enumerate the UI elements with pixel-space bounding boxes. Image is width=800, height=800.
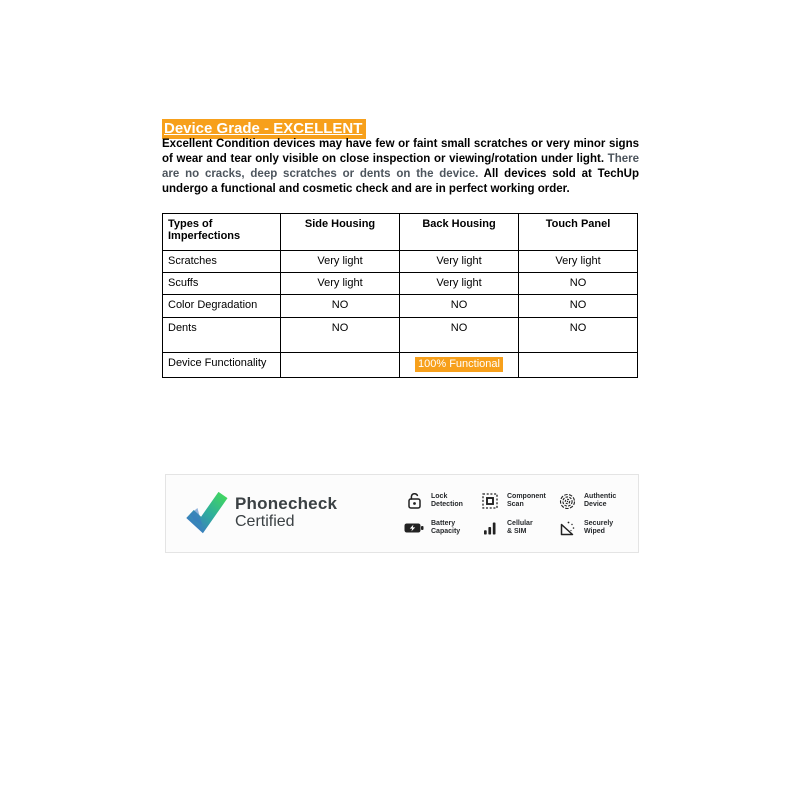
table-cell: Very light bbox=[519, 251, 638, 273]
row-label-dents: Dents bbox=[163, 318, 281, 353]
table-cell: NO bbox=[281, 318, 400, 353]
table-cell: NO bbox=[519, 295, 638, 318]
feature-cellular-sim bbox=[480, 519, 557, 537]
certification-features bbox=[404, 492, 633, 537]
wipe-icon bbox=[557, 520, 577, 536]
table-row bbox=[163, 251, 638, 273]
feature-securely-wiped bbox=[557, 519, 633, 537]
table-cell: NO bbox=[400, 318, 519, 353]
table-cell: NO bbox=[281, 295, 400, 318]
paragraph-segment-3: All devices sold at TechUp undergo a functional and cosmetic check and are in perfect working order. bbox=[162, 168, 639, 195]
feature-label: Lock Detection bbox=[431, 493, 463, 508]
feature-battery-capacity bbox=[404, 519, 480, 537]
row-label-scuffs: Scuffs bbox=[163, 273, 281, 295]
column-header-types: Types of Imperfections bbox=[163, 214, 281, 251]
table-cell: NO bbox=[519, 318, 638, 353]
table-row bbox=[163, 353, 638, 378]
table-cell: Very light bbox=[400, 251, 519, 273]
column-header-side-housing: Side Housing bbox=[281, 214, 400, 251]
component-scan-icon bbox=[480, 493, 500, 509]
feature-label: Battery Capacity bbox=[431, 520, 461, 535]
feature-component-scan bbox=[480, 492, 557, 510]
fingerprint-icon bbox=[557, 493, 577, 510]
feature-label: Component Scan bbox=[507, 493, 546, 508]
imperfections-table bbox=[162, 213, 638, 378]
table-row bbox=[163, 318, 638, 353]
table-cell: Very light bbox=[281, 251, 400, 273]
lock-icon bbox=[404, 492, 424, 510]
page-title bbox=[162, 104, 366, 141]
row-label-scratches: Scratches bbox=[163, 251, 281, 273]
table-cell bbox=[519, 353, 638, 378]
phonecheck-certified-label: Certified bbox=[235, 513, 295, 530]
feature-label: Securely Wiped bbox=[584, 520, 614, 535]
table-cell: Very light bbox=[400, 273, 519, 295]
page-title-highlight: Device Grade - EXCELLENT bbox=[162, 119, 366, 139]
table-cell bbox=[281, 353, 400, 378]
table-cell bbox=[400, 353, 519, 378]
feature-label: Cellular & SIM bbox=[507, 520, 533, 535]
functionality-badge: 100% Functional bbox=[415, 357, 503, 372]
table-cell: NO bbox=[400, 295, 519, 318]
phonecheck-check-icon bbox=[184, 487, 228, 537]
battery-icon bbox=[404, 522, 424, 534]
table-cell: Very light bbox=[281, 273, 400, 295]
paragraph-segment-1: Excellent Condition devices may have few or faint small scratches or very minor signs of wear and tear only visible on close inspection or viewing/rotation under light. bbox=[162, 138, 639, 165]
column-header-back-housing: Back Housing bbox=[400, 214, 519, 251]
table-row bbox=[163, 295, 638, 318]
table-row bbox=[163, 273, 638, 295]
phonecheck-certification-banner bbox=[165, 474, 639, 553]
phonecheck-logo-text bbox=[235, 495, 337, 530]
table-header-row bbox=[163, 214, 638, 251]
signal-bars-icon bbox=[480, 521, 500, 535]
feature-authentic-device bbox=[557, 492, 633, 510]
row-label-color-degradation: Color Degradation bbox=[163, 295, 281, 318]
phonecheck-brand: Phonecheck bbox=[235, 494, 338, 513]
paragraph-segment-2: There are no cracks, deep scratches or dents on the device. bbox=[162, 153, 639, 180]
feature-lock-detection bbox=[404, 492, 480, 510]
condition-description bbox=[162, 137, 639, 197]
row-label-device-functionality: Device Functionality bbox=[163, 353, 281, 378]
feature-label: Authentic Device bbox=[584, 493, 617, 508]
column-header-touch-panel: Touch Panel bbox=[519, 214, 638, 251]
table-cell: NO bbox=[519, 273, 638, 295]
